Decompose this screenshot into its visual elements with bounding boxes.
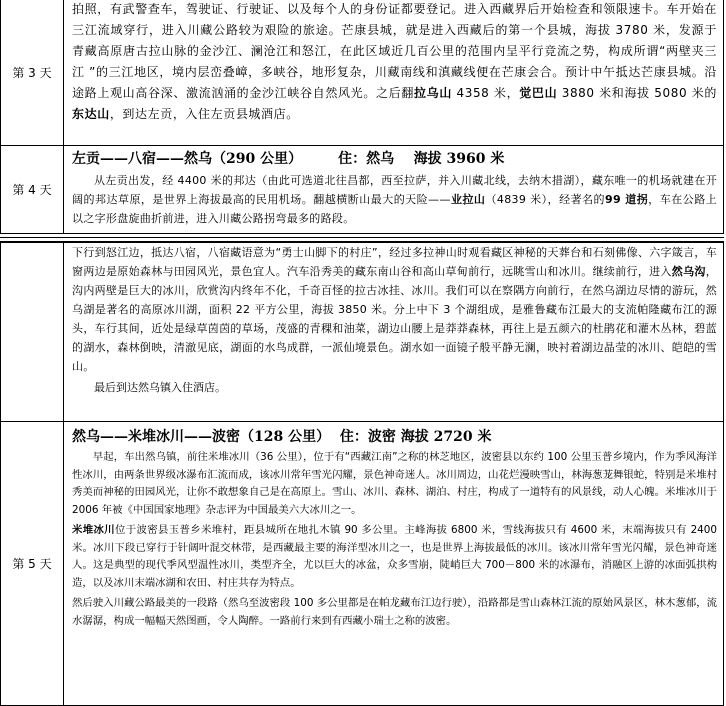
day-4-paragraph-2 [72, 243, 717, 376]
day-4-bold-99: 99 道拐 [605, 193, 649, 206]
day-3-row [1, 0, 724, 146]
day-3-bold-dongda: 东达山 [72, 107, 110, 121]
day-4-text-5: ，沟内两壁是巨大的冰川，欣赏沟内终年不化，千奇百怪的拉古冰挂、冰川。我们可以在察隅方向前行，在然乌湖边尽情的游玩，然乌湖是著名的高原冰川湖，面积 22 平方公里，海拔 3850 米。分上中下 3 个湖组成，是雅鲁藏布江最大的支流帕隆藏布江的源头，车行其间，近处是绿草茵茵的草场，茂盛的青稞和油菜，湖边山腰上是莽莽森林，再往上是五颜六的杜鹃花和灌木丛林，碧蓝的湖水，森林倒映，清澈见底，湖面的水鸟成群，一派仙境景色。湖水如一面镜子般平静无澜，映衬着湖边晶莹的冰川、皑皑的雪山。 [72, 265, 717, 373]
itinerary-table-upper [0, 0, 724, 234]
day-3-label: 第 3 天 [1, 0, 64, 146]
day-3-content [64, 0, 724, 146]
day-3-bold-jueba: 觉巴山 [519, 86, 558, 100]
day-5-bold-midui: 米堆冰川 [72, 524, 116, 536]
day-4-content [64, 146, 724, 234]
day-3-text-1: 拍照，有武警查车，驾驶证、行驶证、以及每个人的身份证都要登记。进入西藏界后开始检查和领限速卡。车开始在三江流域穿行，进入川藏公路较为艰险的旅途。芒康县城，就是进入西藏后的第一个县城，海拔 3780 米，发源于青藏高原唐古拉山脉的金沙江、澜沧江和怒江，在此区域近几百公里的范围内呈平行竞流之势，构成所谓“两壁夹三江 ”的三江地区，境内层峦叠嶂，多峡谷，地形复杂，川藏南线和滇藏线便在芒康会合。预计中午抵达芒康县城。沿途路上观山高谷深、激流汹涌的金沙江峡谷自然风光。之后翻 [72, 2, 717, 100]
day-3-text-2: 4358 米， [452, 86, 520, 100]
day-5-text-2: 位于波密县玉普乡米堆村，距县城所在地扎木镇 90 多公里。主峰海拔 6800 米，雪线海拔只有 4600 米，末端海拔只有 2400 米。冰川下段已穿行于针阔叶混交林带，是西藏最主要的海洋型冰川之一，也是世界上海拔最低的冰川。该冰川常年雪光闪耀，景色神奇迷人。这是典型的现代季风型温性冰川，类型齐全，尤以巨大的冰盆，众多雪崩，陡峭巨大 700－800 米的冰瀑布，消融区上游的冰面弧拱构造，以及冰川末端冰湖和农田、村庄共存为特点。 [72, 524, 718, 589]
day-3-paragraph [72, 0, 717, 125]
day-4-stay: 住：然乌 [338, 151, 395, 167]
day-5-paragraph-3: 然后驶入川藏公路最美的一段路（然乌至波密段 100 多公里都是在帕龙藏布江边行驶），沿路都是雪山森林江流的原始风景区，林木葱郁，流水潺潺，构成一幅幅天然图画，令人陶醉。一路前行来到有西藏小瑞士之称的波密。 [72, 597, 717, 627]
day-4-continued-row [1, 243, 724, 422]
day-5-label: 第 5 天 [1, 422, 64, 706]
day-5-route: 然乌——米堆冰川——波密（128 公里） [72, 429, 331, 445]
day-5-altitude: 海拔 2720 米 [400, 429, 492, 445]
day-5-paragraph-1: 早起，车出然乌镇，前往米堆冰川（36 公里），位于有“西藏江南”之称的林芝地区，波密县以东约 100 公里玉普乡境内，作为季风海洋性冰川，由两条世界级冰瀑布汇流而成，该冰川常年雪光闪耀，景色神奇迷人。冰川周边，山花烂漫映雪山，林海葱茏舞银蛇，特别是米堆村秀美而神秘的田园风光，让你不敢想象自己是在高原上。雪山、冰川、森林、湖泊、村庄，构成了一道特有的风景线，动人心魄。米堆冰川于 2006 年被《中国国家地理》杂志评为中国最美六大冰川之一。 [72, 451, 717, 516]
day-4-text-1: 从左贡出发，经 4400 米的邦达（由此可选道北往昌都，西至拉萨，并入川藏北线，去纳木措湖），藏东唯一的机场就建在开阔的邦达草原，是世界上海拔最高的民用机场。翻越横断山最大的天险—— [72, 174, 717, 206]
day-5-row [1, 422, 724, 706]
day-4-paragraph-1 [72, 171, 717, 228]
day-5-heading [72, 426, 717, 448]
itinerary-table-lower [0, 242, 724, 706]
day-4-paragraph-3: 最后到达然乌镇入住酒店。 [94, 381, 226, 394]
day-4-text-3: ，车在公路上以之字形盘旋曲折前进，进入川藏公路拐弯最多的路段。 [72, 193, 717, 225]
day-3-text-3: 3880 米和海拔 5080 米的 [557, 86, 717, 100]
day-4-label: 第 4 天 [1, 146, 64, 234]
day-5-paragraph-2 [72, 522, 717, 592]
day-3-bold-lawu: 拉乌山 [414, 86, 452, 100]
day-3-text-4: ，到达左贡，入住左贡县城酒店。 [109, 107, 299, 121]
day-4-text-4: 下行到怒江边，抵达八宿，八宿藏语意为“勇士山脚下的村庄”，经过多拉神山时观看藏区神秘的天葬台和石刻佛像、六字箴言，车窗两边是原始森林与田园风光，景色宜人。汽车沿秀美的藏东南山谷和高山草甸前行，远眺雪山和冰川。继续前行，进入 [72, 246, 717, 278]
day-4-row [1, 146, 724, 234]
day-4-bold-ranwugou: 然乌沟 [671, 265, 706, 278]
day-4-route: 左贡——八宿——然乌（290 公里） [72, 151, 303, 167]
day-5-content [64, 422, 724, 706]
day-4-continued-label [1, 243, 64, 422]
day-4-continued-content [64, 243, 724, 422]
day-4-altitude: 海拔 3960 米 [413, 151, 505, 167]
day-4-text-2: （4839 米），经著名的 [485, 193, 606, 206]
day-5-stay: 住：波密 [339, 429, 396, 445]
day-4-bold-yela: 业拉山 [450, 193, 486, 206]
day-4-heading [72, 148, 717, 170]
